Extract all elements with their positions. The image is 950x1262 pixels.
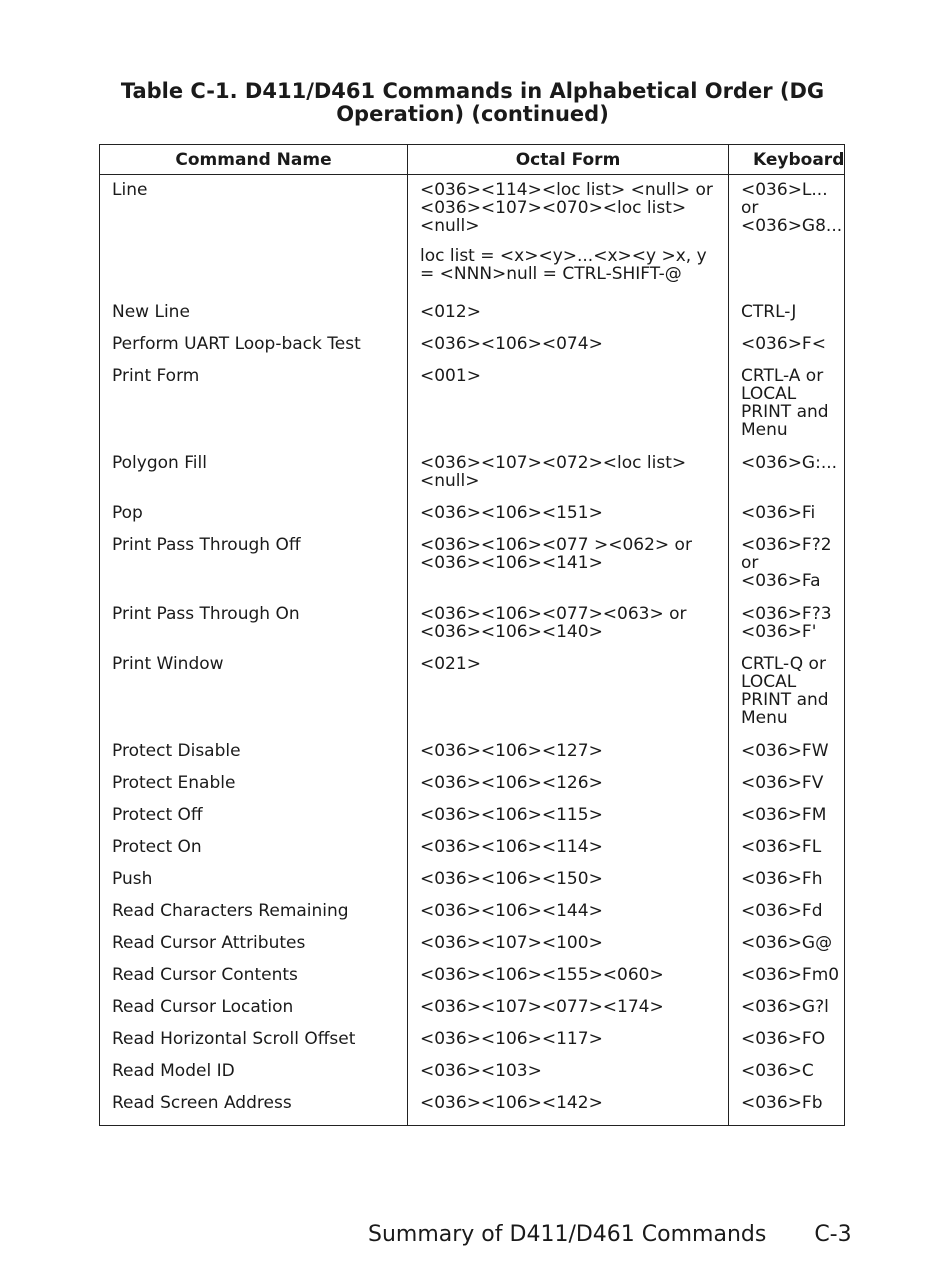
octal-line: <036><106><114>	[420, 836, 603, 857]
keyboard-cell	[729, 766, 845, 798]
octal-form-cell	[408, 528, 729, 597]
octal-note-line: loc list = <x><y>...<x><y >x, y	[420, 246, 707, 266]
octal-form-cell	[408, 295, 729, 327]
command-name-cell: Print Pass Through Off	[112, 534, 301, 555]
octal-form-cell	[408, 990, 729, 1022]
keyboard-line: <036>L...	[741, 180, 828, 200]
keyboard-line: <036>F'	[741, 621, 817, 642]
keyboard-cell	[729, 446, 845, 496]
table-row	[100, 359, 845, 446]
octal-line: <036><114><loc list> <null> or	[420, 180, 713, 200]
command-name-cell: Push	[112, 868, 153, 889]
octal-line: <012>	[420, 301, 481, 322]
table-row	[100, 446, 845, 496]
octal-line: <036><106><144>	[420, 900, 603, 921]
octal-line: <036><106><155><060>	[420, 964, 664, 985]
keyboard-line: <036>F?3	[741, 603, 832, 624]
header-octal-form: Octal Form	[408, 145, 729, 175]
keyboard-line: LOCAL	[741, 671, 797, 692]
keyboard-cell	[729, 798, 845, 830]
table-title-line-2: Operation) (continued)	[336, 102, 609, 126]
keyboard-line: PRINT and	[741, 689, 829, 710]
command-name-cell: Read Horizontal Scroll Offset	[112, 1028, 356, 1049]
table-row	[100, 862, 845, 894]
table-row	[100, 647, 845, 734]
keyboard-line: <036>Fd	[741, 900, 823, 921]
table-row	[100, 1054, 845, 1086]
keyboard-line: LOCAL	[741, 383, 797, 404]
octal-line: <036><106><141>	[420, 552, 603, 573]
keyboard-cell	[729, 295, 845, 327]
table-title	[100, 80, 845, 126]
keyboard-line: CRTL-A or	[741, 365, 824, 386]
table-row	[100, 926, 845, 958]
header-keyboard: Keyboard	[729, 145, 845, 175]
octal-line: <036><106><117>	[420, 1028, 603, 1049]
keyboard-line: <036>Fb	[741, 1092, 823, 1113]
command-name-cell: Print Window	[112, 653, 224, 674]
octal-note	[420, 247, 728, 283]
octal-form-cell	[408, 175, 729, 295]
keyboard-cell	[729, 862, 845, 894]
octal-line: <036><107><100>	[420, 932, 603, 953]
table-row	[100, 528, 845, 597]
octal-form-cell	[408, 958, 729, 990]
octal-form-cell	[408, 446, 729, 496]
octal-form-cell	[408, 597, 729, 647]
keyboard-line: <036>F<	[741, 333, 826, 354]
table-row	[100, 734, 845, 766]
page-number: C-3	[814, 1222, 852, 1247]
keyboard-line: <036>G@	[741, 932, 833, 953]
octal-form-cell	[408, 926, 729, 958]
keyboard-line: <036>G8...	[741, 216, 843, 236]
table-row	[100, 597, 845, 647]
octal-line: <036><106><077><063> or	[420, 603, 687, 624]
keyboard-line: <036>FW	[741, 740, 829, 761]
command-name-cell: Read Cursor Contents	[112, 964, 298, 985]
octal-line: <036><106><150>	[420, 868, 603, 889]
keyboard-cell	[729, 327, 845, 359]
keyboard-cell	[729, 894, 845, 926]
keyboard-cell	[729, 830, 845, 862]
command-name-cell: New Line	[112, 301, 190, 322]
octal-form-cell	[408, 647, 729, 734]
octal-line: <036><106><115>	[420, 804, 603, 825]
command-name-cell: Read Cursor Location	[112, 996, 294, 1017]
command-name-cell: Protect Disable	[112, 740, 241, 761]
keyboard-cell	[729, 1086, 845, 1126]
keyboard-line: CTRL-J	[741, 301, 797, 322]
table-title-line-1: Table C-1. D411/D461 Commands in Alphabetical Order (DG	[120, 79, 825, 103]
command-name-cell: Read Screen Address	[112, 1092, 292, 1113]
octal-line: <036><107><072><loc list>	[420, 452, 687, 473]
octal-form-cell	[408, 1086, 729, 1126]
table-row	[100, 175, 845, 295]
keyboard-cell	[729, 734, 845, 766]
octal-form-cell	[408, 894, 729, 926]
keyboard-cell	[729, 175, 845, 295]
table-row	[100, 1022, 845, 1054]
keyboard-cell	[729, 528, 845, 597]
command-name-cell: Line	[112, 180, 148, 200]
table-body	[100, 175, 845, 1126]
table-row	[100, 830, 845, 862]
keyboard-line: <036>Fh	[741, 868, 823, 889]
octal-line: <036><107><077><174>	[420, 996, 664, 1017]
keyboard-line: <036>FO	[741, 1028, 826, 1049]
octal-form-cell	[408, 830, 729, 862]
octal-line: <036><106><126>	[420, 772, 603, 793]
octal-line: <036><107><070><loc list>	[420, 198, 687, 218]
command-name-cell: Read Cursor Attributes	[112, 932, 306, 953]
octal-form-cell	[408, 327, 729, 359]
octal-line: <001>	[420, 365, 481, 386]
octal-line: <null>	[420, 470, 480, 491]
keyboard-cell	[729, 1022, 845, 1054]
table-row	[100, 798, 845, 830]
command-name-cell: Perform UART Loop-back Test	[112, 333, 361, 354]
octal-line: <021>	[420, 653, 481, 674]
keyboard-line: CRTL-Q or	[741, 653, 826, 674]
octal-line: <036><106><077 ><062> or	[420, 534, 692, 555]
keyboard-cell	[729, 1054, 845, 1086]
octal-line: <036><106><127>	[420, 740, 603, 761]
page-footer	[368, 1222, 852, 1247]
command-name-cell: Polygon Fill	[112, 452, 207, 473]
octal-form-cell	[408, 766, 729, 798]
commands-table	[99, 144, 845, 1126]
command-name-cell: Protect On	[112, 836, 202, 857]
octal-form-cell	[408, 1054, 729, 1086]
keyboard-line: <036>G:...	[741, 452, 838, 473]
table-row	[100, 766, 845, 798]
keyboard-line: PRINT and	[741, 401, 829, 422]
keyboard-cell	[729, 359, 845, 446]
keyboard-line: <036>FL	[741, 836, 822, 857]
table-row	[100, 958, 845, 990]
octal-note-line: = <NNN>null = CTRL-SHIFT-@	[420, 264, 682, 284]
keyboard-line: <036>C	[741, 1060, 814, 1081]
octal-form-cell	[408, 1022, 729, 1054]
keyboard-line: or	[741, 552, 759, 573]
footer-text: Summary of D411/D461 Commands	[368, 1222, 767, 1247]
keyboard-line: <036>F?2	[741, 534, 832, 555]
table-row	[100, 327, 845, 359]
octal-line: <036><106><142>	[420, 1092, 603, 1113]
keyboard-line: Menu	[741, 707, 788, 728]
octal-form-cell	[408, 734, 729, 766]
keyboard-line: <036>Fi	[741, 502, 816, 523]
header-row	[100, 145, 845, 175]
keyboard-line: Menu	[741, 419, 788, 440]
octal-line: <036><106><151>	[420, 502, 603, 523]
octal-form-cell	[408, 359, 729, 446]
keyboard-cell	[729, 990, 845, 1022]
command-name-cell: Print Pass Through On	[112, 603, 300, 624]
keyboard-line: <036>FV	[741, 772, 824, 793]
keyboard-cell	[729, 926, 845, 958]
keyboard-line: <036>Fa	[741, 570, 821, 591]
table-row	[100, 990, 845, 1022]
header-command-name: Command Name	[100, 145, 408, 175]
octal-line: <036><106><140>	[420, 621, 603, 642]
keyboard-cell	[729, 597, 845, 647]
command-name-cell: Print Form	[112, 365, 200, 386]
keyboard-line: <036>Fm0	[741, 964, 840, 985]
octal-form-cell	[408, 496, 729, 528]
octal-form-cell	[408, 862, 729, 894]
command-name-cell: Read Characters Remaining	[112, 900, 349, 921]
table-row	[100, 1086, 845, 1126]
keyboard-cell	[729, 647, 845, 734]
command-name-cell: Read Model ID	[112, 1060, 235, 1081]
octal-line: <036><106><074>	[420, 333, 603, 354]
octal-form-cell	[408, 798, 729, 830]
command-name-cell: Protect Enable	[112, 772, 236, 793]
table-row	[100, 295, 845, 327]
table-row	[100, 894, 845, 926]
octal-line: <null>	[420, 216, 480, 236]
table-row	[100, 496, 845, 528]
keyboard-line: <036>FM	[741, 804, 827, 825]
octal-line: <036><103>	[420, 1060, 542, 1081]
keyboard-line: or	[741, 198, 759, 218]
keyboard-cell	[729, 496, 845, 528]
command-name-cell: Pop	[112, 502, 143, 523]
keyboard-cell	[729, 958, 845, 990]
command-name-cell: Protect Off	[112, 804, 203, 825]
keyboard-line: <036>G?l	[741, 996, 829, 1017]
